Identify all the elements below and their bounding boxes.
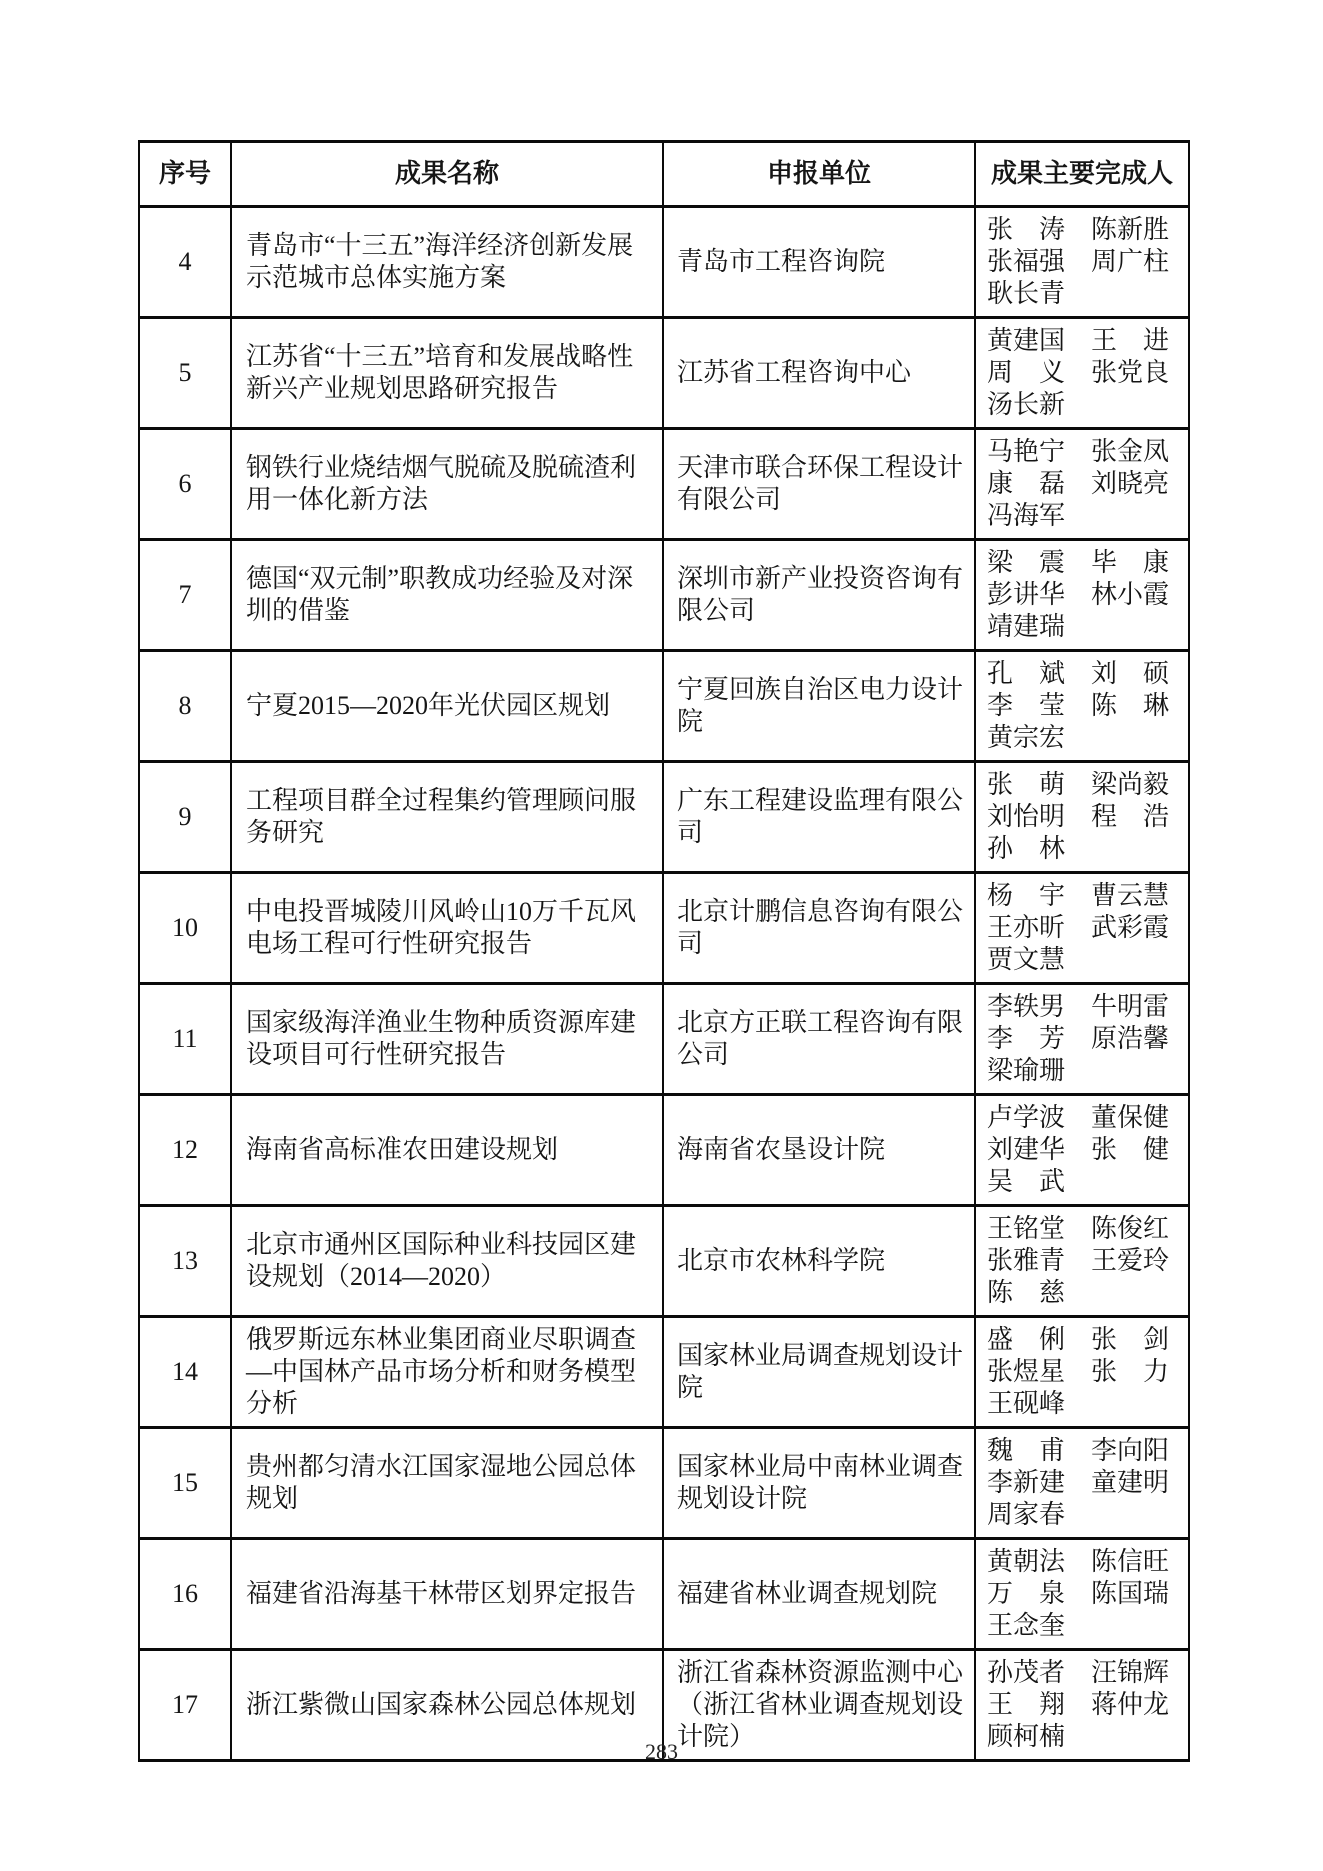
applicant-unit-cell: 海南省农垦设计院 [663, 1095, 975, 1206]
contributor-line: 黄建国 王 进 [987, 326, 1170, 355]
contributor-line: 贾文慧 [987, 945, 1066, 974]
contributors-cell [975, 651, 1189, 762]
contributor-line: 万 泉 陈国瑞 [987, 1579, 1170, 1608]
contributor-line: 刘建华 张 健 [987, 1135, 1170, 1164]
applicant-unit-cell: 天津市联合环保工程设计有限公司 [663, 429, 975, 540]
contributor-line: 孙茂者 汪锦辉 [987, 1658, 1170, 1687]
contributor-line: 彭讲华 林小霞 [987, 580, 1170, 609]
header-row [139, 142, 1189, 207]
table-row [139, 1095, 1189, 1206]
results-table-header [139, 142, 1189, 207]
applicant-unit-cell: 北京市农林科学院 [663, 1206, 975, 1317]
achievement-name-cell: 钢铁行业烧结烟气脱硫及脱硫渣利用一体化新方法 [231, 429, 663, 540]
table-row [139, 318, 1189, 429]
contributors-cell [975, 207, 1189, 318]
contributors-cell [975, 1539, 1189, 1650]
row-serial-number-cell: 4 [139, 207, 231, 318]
contributor-line: 张 萌 梁尚毅 [987, 770, 1170, 799]
contributors-cell [975, 873, 1189, 984]
contributor-line: 王念奎 [987, 1611, 1066, 1640]
contributor-line: 孙 林 [987, 834, 1066, 863]
contributors-cell [975, 318, 1189, 429]
contributor-line: 孔 斌 刘 硕 [987, 659, 1170, 688]
contributor-line: 杨 宇 曹云慧 [987, 881, 1170, 910]
contributor-line: 张煜星 张 力 [987, 1357, 1170, 1386]
applicant-unit-cell: 国家林业局调查规划设计院 [663, 1317, 975, 1428]
achievement-name-cell: 福建省沿海基干林带区划界定报告 [231, 1539, 663, 1650]
table-row [139, 429, 1189, 540]
achievement-name-cell: 工程项目群全过程集约管理顾问服务研究 [231, 762, 663, 873]
contributor-line: 张 涛 陈新胜 [987, 215, 1170, 244]
row-serial-number-cell: 7 [139, 540, 231, 651]
contributor-line: 李轶男 牛明雷 [987, 992, 1170, 1021]
applicant-unit-cell: 福建省林业调查规划院 [663, 1539, 975, 1650]
contributor-line: 王铭堂 陈俊红 [987, 1214, 1170, 1243]
row-serial-number-cell: 5 [139, 318, 231, 429]
table-row [139, 540, 1189, 651]
row-serial-number-cell: 17 [139, 1650, 231, 1761]
contributor-line: 梁 震 毕 康 [987, 548, 1170, 577]
row-serial-number-cell: 8 [139, 651, 231, 762]
contributor-line: 王 翔 蒋仲龙 [987, 1690, 1170, 1719]
results-table [138, 140, 1190, 1762]
contributors-cell [975, 1095, 1189, 1206]
achievement-name-cell: 德国“双元制”职教成功经验及对深圳的借鉴 [231, 540, 663, 651]
contributor-line: 汤长新 [987, 390, 1066, 419]
contributor-line: 黄宗宏 [987, 723, 1066, 752]
row-serial-number-cell: 10 [139, 873, 231, 984]
row-serial-number-cell: 6 [139, 429, 231, 540]
contributor-line: 王砚峰 [987, 1389, 1066, 1418]
contributors-cell [975, 429, 1189, 540]
contributor-line: 王亦昕 武彩霞 [987, 913, 1170, 942]
row-serial-number-cell: 15 [139, 1428, 231, 1539]
header-achievement-name: 成果名称 [231, 142, 663, 207]
header-applicant-unit: 申报单位 [663, 142, 975, 207]
contributor-line: 刘怡明 程 浩 [987, 802, 1170, 831]
contributor-line: 康 磊 刘晓亮 [987, 469, 1170, 498]
achievement-name-cell: 宁夏2015—2020年光伏园区规划 [231, 651, 663, 762]
achievement-name-cell: 国家级海洋渔业生物种质资源库建设项目可行性研究报告 [231, 984, 663, 1095]
applicant-unit-cell: 深圳市新产业投资咨询有限公司 [663, 540, 975, 651]
achievement-name-cell: 海南省高标准农田建设规划 [231, 1095, 663, 1206]
header-serial-number: 序号 [139, 142, 231, 207]
header-main-contributors: 成果主要完成人 [975, 142, 1189, 207]
contributor-line: 周 义 张党良 [987, 358, 1170, 387]
contributor-line: 李 芳 原浩馨 [987, 1024, 1170, 1053]
contributor-line: 顾柯楠 [987, 1722, 1066, 1751]
achievement-name-cell: 俄罗斯远东林业集团商业尽职调查—中国林产品市场分析和财务模型分析 [231, 1317, 663, 1428]
contributor-line: 黄朝法 陈信旺 [987, 1547, 1170, 1576]
applicant-unit-cell: 北京方正联工程咨询有限公司 [663, 984, 975, 1095]
applicant-unit-cell: 广东工程建设监理有限公司 [663, 762, 975, 873]
contributor-line: 梁瑜珊 [987, 1056, 1066, 1085]
contributor-line: 冯海军 [987, 501, 1066, 530]
table-row [139, 651, 1189, 762]
achievement-name-cell: 中电投晋城陵川风岭山10万千瓦风电场工程可行性研究报告 [231, 873, 663, 984]
contributor-line: 卢学波 董保健 [987, 1103, 1170, 1132]
contributor-line: 李 莹 陈 琳 [987, 691, 1170, 720]
row-serial-number-cell: 11 [139, 984, 231, 1095]
contributor-line: 周家春 [987, 1500, 1066, 1529]
achievement-name-cell: 江苏省“十三五”培育和发展战略性新兴产业规划思路研究报告 [231, 318, 663, 429]
achievement-name-cell: 青岛市“十三五”海洋经济创新发展示范城市总体实施方案 [231, 207, 663, 318]
achievement-name-cell: 贵州都匀清水江国家湿地公园总体规划 [231, 1428, 663, 1539]
results-table-body [139, 207, 1189, 1761]
table-row [139, 207, 1189, 318]
contributor-line: 张福强 周广柱 [987, 247, 1170, 276]
contributors-cell [975, 984, 1189, 1095]
applicant-unit-cell: 国家林业局中南林业调查规划设计院 [663, 1428, 975, 1539]
contributor-line: 魏 甫 李向阳 [987, 1436, 1170, 1465]
contributor-line: 耿长青 [987, 279, 1066, 308]
row-serial-number-cell: 14 [139, 1317, 231, 1428]
table-row [139, 873, 1189, 984]
applicant-unit-cell: 宁夏回族自治区电力设计院 [663, 651, 975, 762]
table-row [139, 984, 1189, 1095]
table-row [139, 1206, 1189, 1317]
row-serial-number-cell: 13 [139, 1206, 231, 1317]
applicant-unit-cell: 北京计鹏信息咨询有限公司 [663, 873, 975, 984]
applicant-unit-cell: 浙江省森林资源监测中心（浙江省林业调查规划设计院） [663, 1650, 975, 1761]
contributors-cell [975, 1428, 1189, 1539]
table-row [139, 1428, 1189, 1539]
contributors-cell [975, 1206, 1189, 1317]
contributor-line: 张雅青 王爱玲 [987, 1246, 1170, 1275]
contributor-line: 李新建 童建明 [987, 1468, 1170, 1497]
contributors-cell [975, 762, 1189, 873]
row-serial-number-cell: 9 [139, 762, 231, 873]
contributor-line: 马艳宁 张金凤 [987, 437, 1170, 466]
row-serial-number-cell: 16 [139, 1539, 231, 1650]
table-row [139, 1317, 1189, 1428]
contributor-line: 吴 武 [987, 1167, 1066, 1196]
achievement-name-cell: 北京市通州区国际种业科技园区建设规划（2014—2020） [231, 1206, 663, 1317]
table-row [139, 762, 1189, 873]
contributor-line: 靖建瑞 [987, 612, 1066, 641]
row-serial-number-cell: 12 [139, 1095, 231, 1206]
contributors-cell [975, 540, 1189, 651]
contributor-line: 盛 俐 张 剑 [987, 1325, 1170, 1354]
achievement-name-cell: 浙江紫微山国家森林公园总体规划 [231, 1650, 663, 1761]
applicant-unit-cell: 江苏省工程咨询中心 [663, 318, 975, 429]
applicant-unit-cell: 青岛市工程咨询院 [663, 207, 975, 318]
table-row [139, 1539, 1189, 1650]
contributor-line: 陈 慈 [987, 1278, 1066, 1307]
contributors-cell [975, 1317, 1189, 1428]
page-number: 283 [645, 1739, 678, 1764]
